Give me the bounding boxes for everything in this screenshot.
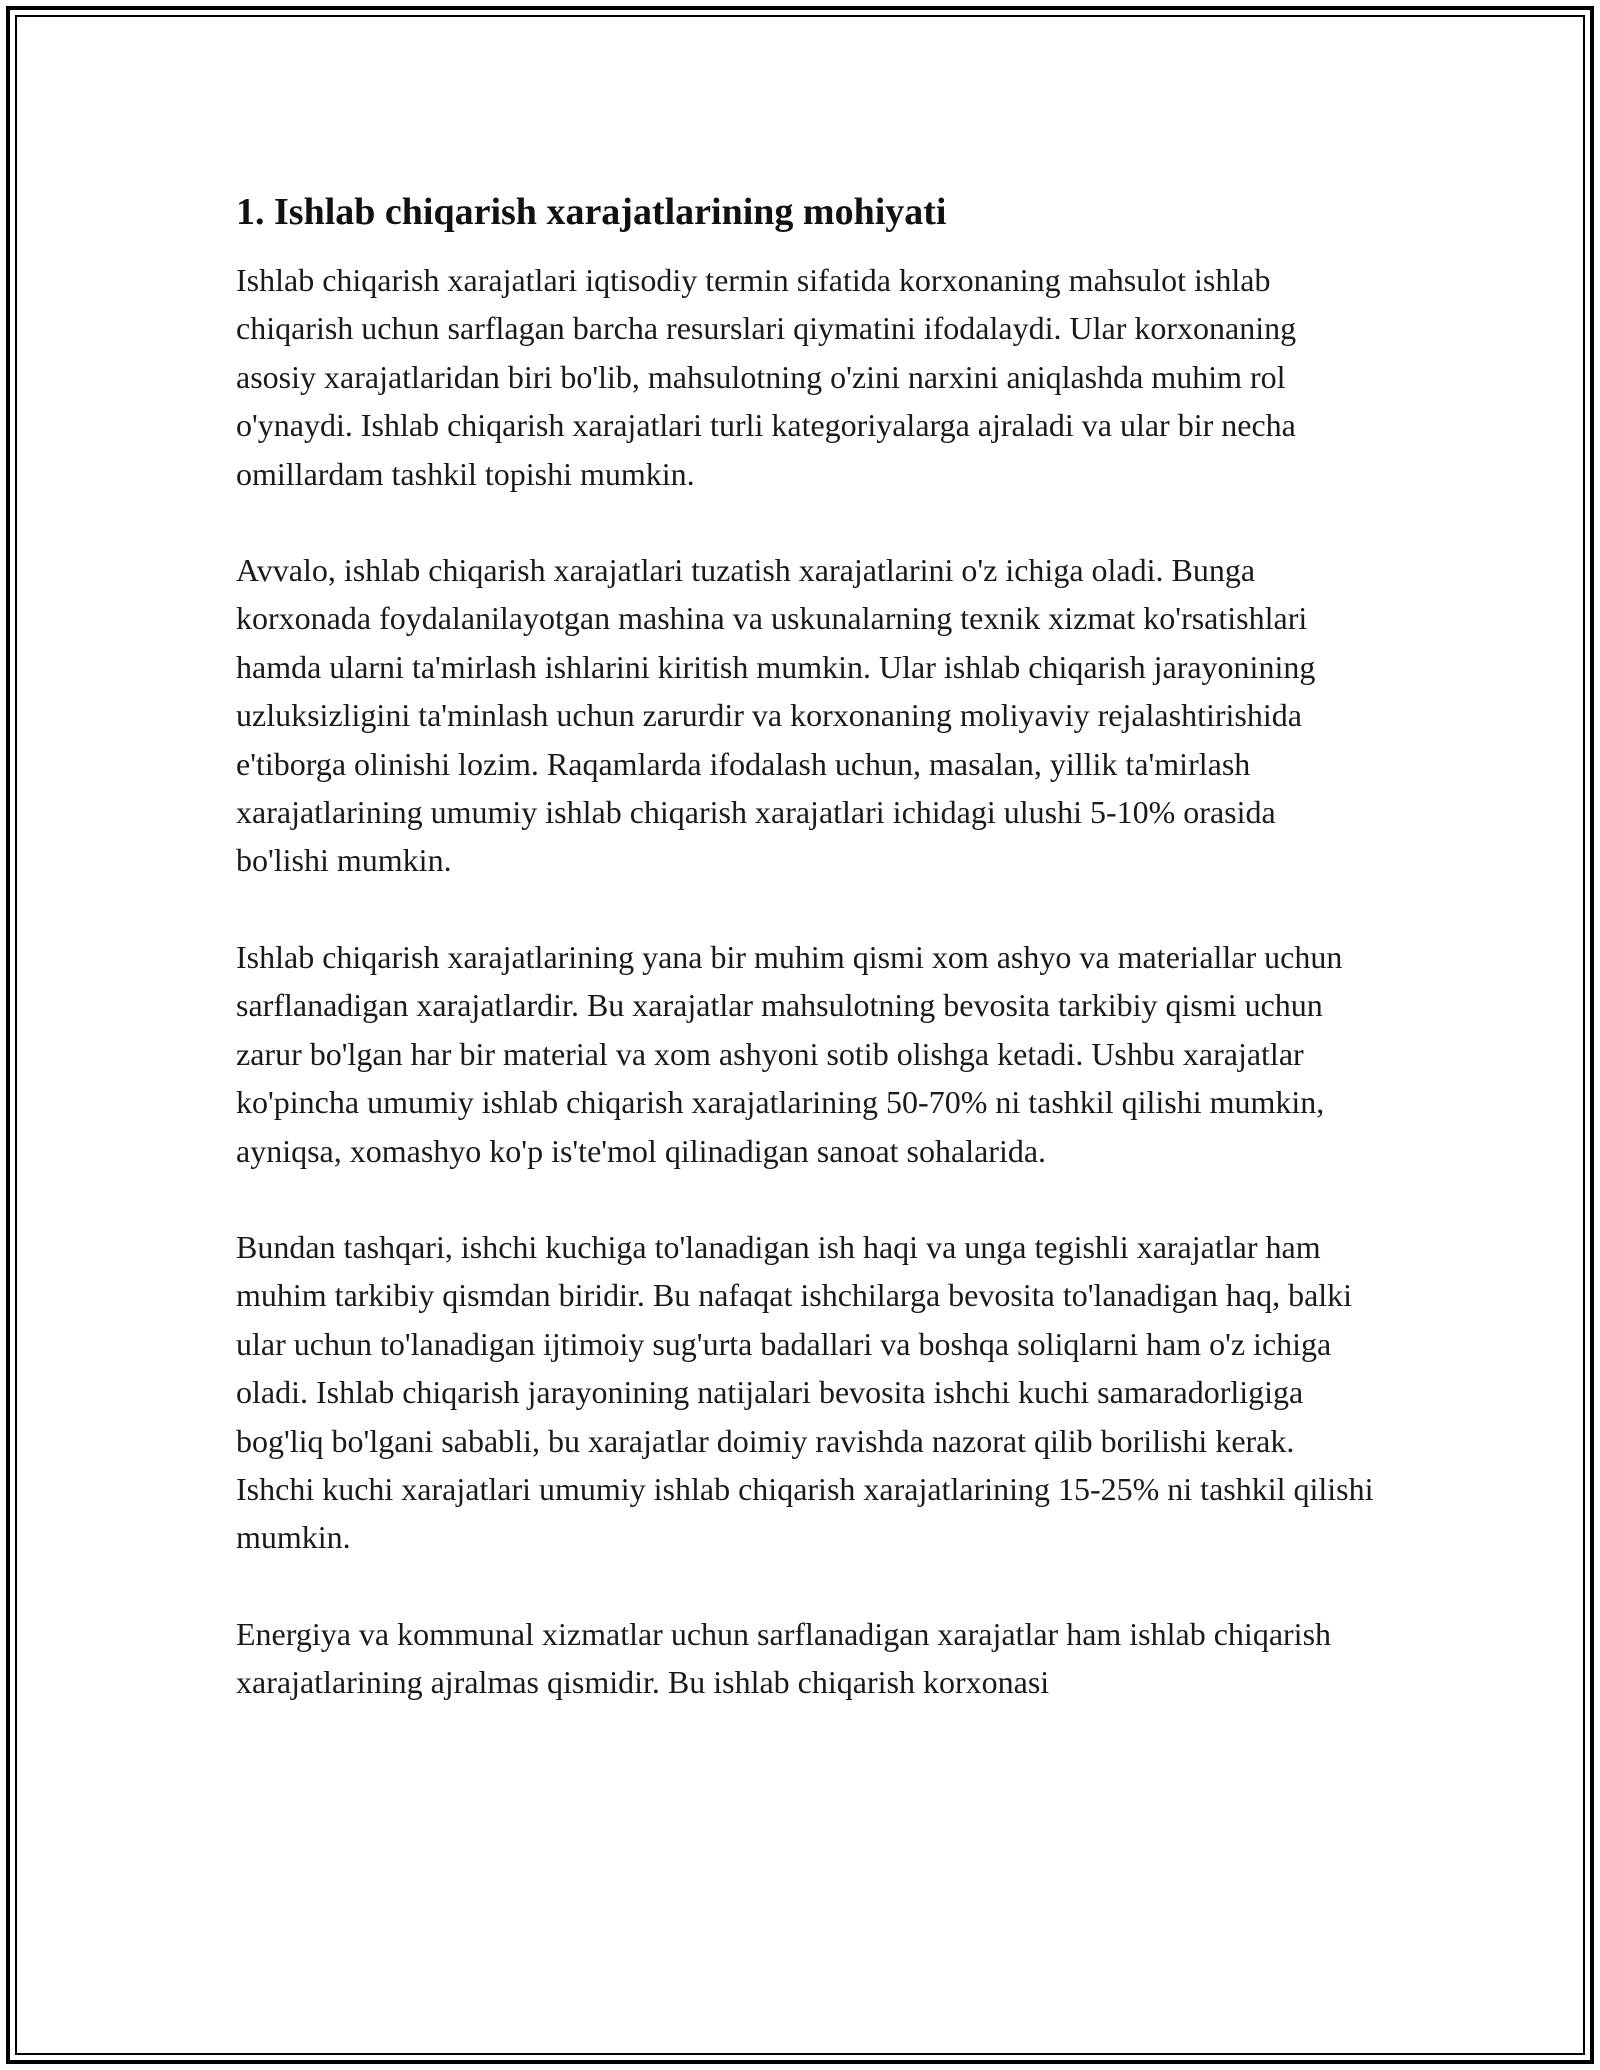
paragraph-2: Avvalo, ishlab chiqarish xarajatlari tuzatish xarajatlarini o'z ichiga oladi. Bunga korxonada foydalanilayotgan mashina va uskunalarning texnik xizmat ko'rsatishlari hamda ularni ta'mirlash ishlarini kiritish mumkin. Ular ishlab chiqarish jarayonining uzluksizligini ta'minlash uchun zarurdir va korxonaning moliyaviy rejalashtirishida e'tiborga olinishi lozim. Raqamlarda ifodalash uchun, masalan, yillik ta'mirlash xarajatlarining umumiy ishlab chiqarish xarajatlari ichidagi ulushi 5-10% orasida bo'lishi mumkin. xyxy=(236,552,1316,879)
document-body xyxy=(236,186,1376,1755)
paragraph-5: Energiya va kommunal xizmatlar uchun sarflanadigan xarajatlar ham ishlab chiqarish xarajatlarining ajralmas qismidir. Bu ishlab chiqarish korxonasi xyxy=(236,1615,1332,1701)
section-heading: 1. Ishlab chiqarish xarajatlarining mohiyati xyxy=(236,191,947,233)
paragraph-4: Bundan tashqari, ishchi kuchiga to'lanadigan ish haqi va unga tegishli xarajatlar ham muhim tarkibiy qismdan biridir. Bu nafaqat ishchilarga bevosita to'lanadigan haq, balki ular uchun to'lanadigan ijtimoiy sug'urta badallari va boshqa soliqlarni ham o'z ichiga oladi. Ishlab chiqarish jarayonining natijalari bevosita ishchi kuchi samaradorligiga bog'liq bo'lgani sababli, bu xarajatlar doimiy ravishda nazorat qilib borilishi kerak. Ishchi kuchi xarajatlari umumiy ishlab chiqarish xarajatlarining 15-25% ni tashkil qilishi mumkin. xyxy=(236,1228,1374,1556)
paragraph-1: Ishlab chiqarish xarajatlari iqtisodiy termin sifatida korxonaning mahsulot ishlab chiqarish uchun sarflagan barcha resurslari qiymatini ifodalaydi. Ular korxonaning asosiy xarajatlaridan biri bo'lib, mahsulotning o'zini narxini aniqlashda muhim rol o'ynaydi. Ishlab chiqarish xarajatlari turli kategoriyalarga ajraladi va ular bir necha omillardam tashkil topishi mumkin. xyxy=(236,262,1297,492)
paragraph-3: Ishlab chiqarish xarajatlarining yana bir muhim qismi xom ashyo va materiallar uchun sarflanadigan xarajatlardir. Bu xarajatlar mahsulotning bevosita tarkibiy qismi uchun zarur bo'lgan har bir material va xom ashyoni sotib olishga ketadi. Ushbu xarajatlar ko'pincha umumiy ishlab chiqarish xarajatlarining 50-70% ni tashkil qilishi mumkin, ayniqsa, xomashyo ko'p is'te'mol qilinadigan sanoat sohalarida. xyxy=(236,938,1343,1169)
